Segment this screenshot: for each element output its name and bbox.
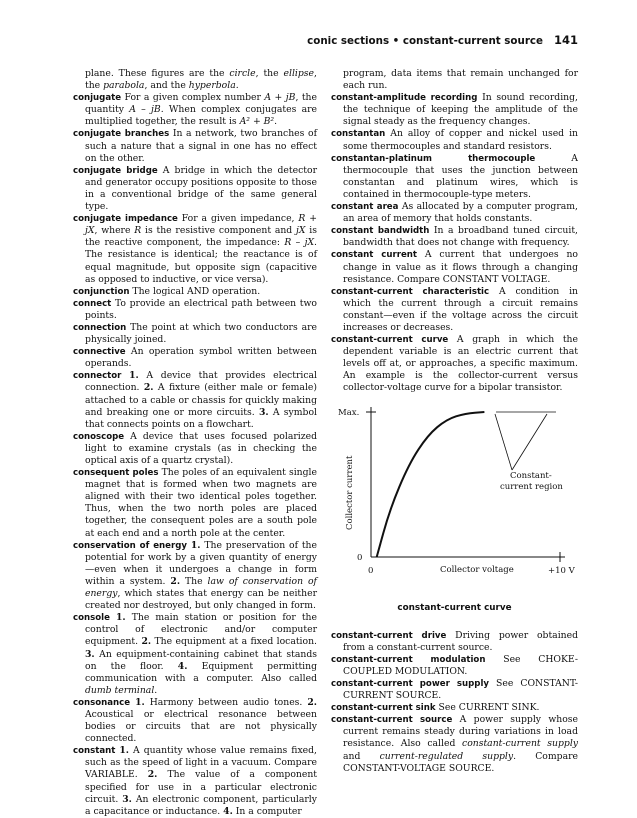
definition-text: A thermocouple that uses the junction between constantan and platinum wires, which is contained in thermocouple-type meters. [343, 152, 578, 200]
definition-text: plane. These figures are the [85, 68, 230, 79]
definition-text: Harmony between audio tones. [144, 696, 308, 708]
definition-text: The point at which two conductors are physically joined. [85, 321, 317, 346]
entry-conjugate-bridge [73, 165, 317, 213]
definition-text: A current that undergoes no change in value as it flows through a changing resistance. Compare CONSTANT VOLTAGE. [343, 249, 578, 285]
headword: constant-current source [331, 715, 453, 726]
headword: constant-current sink [331, 703, 436, 714]
page-number: 141 [553, 33, 578, 47]
definition-text: law of conservation of energy [85, 575, 317, 600]
definition-text: In a broadband tuned circuit, bandwidth that does not change with frequency. [343, 225, 578, 249]
figure-caption: constant-current curve [397, 602, 512, 613]
definition-text: As allocated by a computer program, an area of memory that holds constants. [343, 201, 578, 225]
definition-text: The preservation of the potential for work by a given quantity of energy—even when it undergoes a change in form within a system. [85, 539, 317, 587]
entry-constant-bandwidth [331, 225, 578, 249]
left-column [73, 68, 317, 818]
definition-text: Acoustical or electrical resonance between bodies or circuits that are not physically connected. [85, 708, 317, 745]
entry-constant-amplitude-recording [331, 92, 578, 128]
headword: connection [73, 322, 127, 333]
entry-constant-current-sink [331, 702, 578, 714]
headword: constant-current power supply [331, 679, 489, 689]
headword: connective [73, 347, 126, 358]
definition-text: , the [255, 68, 284, 79]
definition-text: constant-current supply [462, 738, 578, 750]
definition-text: The main station or position for the control of electronic and/or computer equipment. [85, 612, 317, 648]
definition-text: An operation symbol written between operands. [85, 346, 317, 370]
definition-text: current-regulated supply [379, 750, 514, 762]
annotation-pointer-left [495, 414, 512, 470]
definition-text: A power supply whose current remains steady during variations in load resistance. Also called [343, 714, 578, 750]
headword: constant-amplitude recording [331, 93, 478, 104]
entry-constant-current-modulation [331, 654, 578, 678]
entry-constant-current [331, 249, 578, 285]
headword: constant-current characteristic [331, 286, 490, 297]
headword: conservation of energy [73, 540, 187, 551]
definition-text: Equipment permitting communication with a computer. Also called [85, 660, 317, 684]
running-head: conic sections • constant-current source [307, 35, 543, 47]
headword: constant-current modulation [331, 654, 486, 665]
headword: conjugate [73, 93, 122, 104]
headword: conjugate branches [73, 129, 170, 140]
definition-text: . [154, 684, 158, 696]
entry-conservation-of-energy [73, 540, 317, 613]
definition-text: A² + B² [239, 116, 275, 128]
headword: conjugate bridge [73, 165, 158, 176]
sense-number: 1. [129, 370, 139, 382]
definition-text: . When complex conjugates are multiplied together, the result is [85, 104, 317, 128]
definition-text: . [235, 80, 239, 92]
definition-text: An alloy of copper and nickel used in some thermocouples and standard resistors. [343, 128, 578, 152]
annotation-line-1: Constant- [510, 470, 552, 481]
sense-number: 2. [170, 575, 181, 587]
definition-text: The [180, 575, 208, 587]
definition-text: A bridge in which the detector and generator occupy positions opposite to those in a conventional bridge of the same general type. [85, 164, 317, 213]
headword: constantan-platinum thermocouple [331, 153, 536, 164]
sense-number: 4. [223, 805, 233, 817]
definition-text: In a network, two branches of such a nature that a signal in one has no effect on the other. [85, 128, 317, 164]
definition-text: ellipse [283, 68, 315, 79]
definition-text: R [134, 225, 142, 237]
headword: constant current [331, 250, 418, 261]
definition-text: , where [94, 225, 135, 237]
headword: conoscope [73, 431, 125, 442]
entry-constant-area [331, 201, 578, 225]
y-zero-label: 0 [357, 552, 363, 563]
headword: constant [73, 746, 116, 757]
definition-text: In sound recording, the technique of keeping the amplitude of the signal steady as the frequency changes. [343, 92, 578, 128]
sense-number: 4. [177, 660, 188, 672]
definition-text: See CHOKE-COUPLED MODULATION. [343, 653, 578, 677]
definition-text: hyperbola [188, 80, 236, 92]
entry-connective [73, 346, 317, 370]
definition-text: . The resistance is identical; the reactance is of equal magnitude, but opposite sign (capacitive as opposed to inductive, or vice versa). [85, 237, 317, 285]
entry-conjugate-branches [73, 128, 317, 164]
definition-text: The equipment at a fixed location. [151, 636, 317, 648]
definition-text: To provide an electrical path between two points. [85, 297, 317, 321]
headword: conjunction [73, 286, 130, 297]
entry-connector [73, 370, 317, 430]
entry-constant [73, 745, 317, 818]
entry-program [331, 68, 578, 92]
sense-number: 1. [115, 612, 126, 624]
entry-connection [73, 322, 317, 346]
definition-text: A symbol that connects points on a flowchart. [85, 406, 317, 430]
definition-text: A condition in which the current through a circuit remains constant—even if the voltage across the circuit increases or decreases. [343, 285, 578, 333]
definition-text: A graph in which the dependent variable is an electric current that levels off at, or approaches, a specific maximum. An example is the collector-current versus collector-voltage curve for a bipolar transistor. [343, 334, 578, 394]
definition-text: A fixture (either male or female) attached to a cable or chassis for quickly making and breaking one or more circuits. [85, 382, 317, 418]
definition-text: The poles of an equivalent single magnet that is formed when two magnets are aligned with their two identical poles together. Thus, when the two north poles are placed together, the consequent poles are a south pole at each end and a north pole at the center. [85, 467, 317, 539]
x-axis-label: Collector voltage [440, 564, 514, 575]
headword: conjugate impedance [73, 214, 178, 225]
entry-plane [73, 68, 317, 92]
constant-current-curve-figure [331, 395, 578, 600]
series-line-collector-current [377, 412, 485, 557]
definition-text: A device that provides electrical connection. [85, 370, 317, 394]
annotation-pointer-right [512, 414, 547, 470]
entry-constant-current-power-supply [331, 678, 578, 702]
x-zero-label: 0 [368, 565, 374, 575]
headword: console [73, 613, 110, 624]
right-column-top-entries [331, 68, 578, 395]
headword: consonance [73, 697, 131, 708]
definition-text: program, data items that remain unchanged for each run. [343, 68, 578, 92]
sense-number: 3. [85, 648, 95, 660]
running-header [300, 33, 578, 47]
annotation-line-2: current region [500, 481, 563, 492]
definition-text: , and the [144, 80, 189, 92]
headword: constant-current curve [331, 335, 449, 346]
definition-text: See CURRENT SINK. [438, 702, 540, 714]
definition-text: For a given complex number [124, 92, 265, 104]
right-column-bottom-entries [331, 630, 578, 775]
definition-text: Driving power obtained from a constant-current source. [343, 629, 578, 653]
definition-text: dumb terminal [85, 684, 155, 696]
definition-text: . Compare CONSTANT-VOLTAGE SOURCE. [343, 750, 578, 774]
definition-text: , the quantity [85, 92, 317, 116]
definition-text: circle [229, 68, 256, 79]
entry-consonance [73, 697, 317, 745]
entry-constant-current-drive [331, 630, 578, 654]
definition-text: parabola [103, 80, 145, 92]
entry-conjugate [73, 92, 317, 128]
entry-conoscope [73, 431, 317, 467]
headword: consequent poles [73, 468, 159, 479]
sense-number: 2. [141, 636, 152, 648]
headword: constant bandwidth [331, 226, 430, 237]
definition-text: A device that uses focused polarized light to examine crystals (as in checking the optical axis of a quartz crystal). [85, 430, 317, 466]
headword: constant-current drive [331, 630, 447, 641]
definition-text: is the resistive component and [141, 225, 297, 237]
definition-text: jX [296, 225, 306, 237]
definition-text: is the reactive component, the impedance: [85, 225, 317, 249]
entry-constantan [331, 128, 578, 152]
entry-constant-current-characteristic [331, 286, 578, 334]
definition-text: In a computer [232, 805, 302, 817]
definition-text: and [343, 750, 380, 762]
sense-number: 1. [190, 539, 201, 551]
definition-text: A + jB [264, 92, 296, 104]
definition-text: , which states that energy can be neither created nor destroyed, but only changed in form. [85, 588, 317, 612]
entry-consequent-poles [73, 467, 317, 540]
sense-number: 2. [147, 769, 158, 781]
definition-text: A quantity whose value remains fixed, such as the speed of light in a vacuum. Compare VARIABLE. [85, 745, 317, 781]
sense-number: 3. [258, 406, 269, 418]
definition-text: . [274, 116, 278, 128]
entry-connect [73, 298, 317, 322]
definition-text: The value of a component specified for use in a particular electronic circuit. [85, 769, 317, 805]
entry-constantan-platinum-thermocouple [331, 153, 578, 201]
headword: constant area [331, 202, 399, 213]
definition-text: , the [85, 68, 317, 92]
headword: constantan [331, 129, 386, 140]
right-column [331, 68, 578, 775]
entry-conjugate-impedance [73, 213, 317, 286]
chart-svg [331, 395, 578, 575]
entry-conjunction [73, 286, 317, 298]
definition-text: The logical AND operation. [132, 285, 261, 297]
definition-text: An equipment-containing cabinet that stands on the floor. [85, 648, 317, 672]
y-max-label: Max. [338, 407, 360, 418]
definition-text: See CONSTANT-CURRENT SOURCE. [343, 678, 578, 702]
sense-number: 1. [135, 696, 145, 708]
y-axis-label: Collector current [345, 455, 355, 530]
definition-text: For a given impedance, [181, 213, 299, 225]
definition-text: R – jX [284, 237, 315, 249]
definition-text: An electronic component, particularly a capacitance or inductance. [85, 793, 317, 817]
x-max-label: +10 V [548, 565, 575, 575]
headword: connector [73, 371, 122, 382]
sense-number: 2. [307, 696, 317, 708]
entry-console [73, 612, 317, 697]
sense-number: 3. [122, 793, 132, 805]
headword: connect [73, 298, 112, 309]
entry-constant-current-source [331, 714, 578, 774]
sense-number: 2. [143, 382, 154, 394]
definition-text: R + jX [85, 213, 317, 237]
definition-text: A – jB [129, 104, 161, 116]
entry-constant-current-curve [331, 334, 578, 394]
sense-number: 1. [119, 745, 130, 757]
